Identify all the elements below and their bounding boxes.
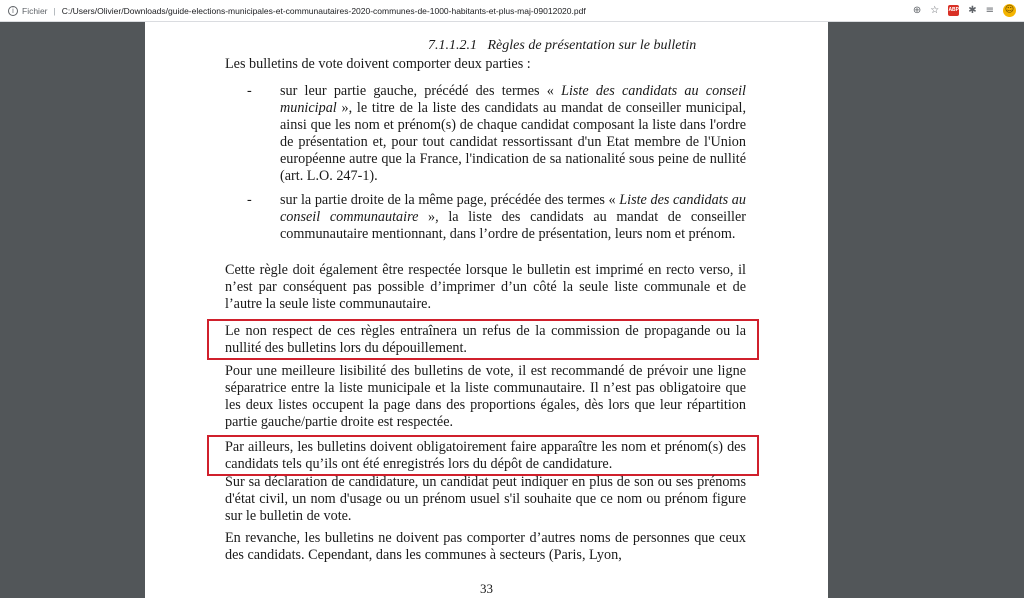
- bullet-item-2: [280, 192, 746, 243]
- bullet-1-rest: », le titre de la liste des candidats au mandat de conseiller municipal, ainsi que les nom et prénom(s) de chaque candidat composant la liste dans l'ordre de présentation et, pour tout candidat ressortissant d'un Etat membre de l'Union européenne autre que la France, l'indication de sa nationalité sous peine de nullité (art. L.O. 247-1).: [280, 100, 746, 184]
- intro-paragraph: Les bulletins de vote doivent comporter deux parties :: [225, 56, 531, 72]
- bullet-1-italic: Liste des candidats au conseil municipal: [280, 83, 746, 116]
- lisibility-paragraph: Pour une meilleure lisibilité des bulletins de vote, il est recommandé de prévoir une ligne séparatrice entre la liste municipale et la liste communautaire. Il n’est pas obligatoire que les deux listes occupent la page dans des proportions égales, dès lors que leur répartition partie gauche/partie droite est respectée.: [225, 363, 746, 430]
- revanche-paragraph: En revanche, les bulletins ne doivent pas comporter d’autres noms de personnes que ceux des candidats. Cependant, dans les communes à secteurs (Paris, Lyon,: [225, 530, 746, 563]
- heading-number: 7.1.1.2.1: [428, 38, 477, 53]
- reading-list-icon[interactable]: ≡: [985, 4, 994, 16]
- star-icon[interactable]: ☆: [930, 4, 940, 16]
- heading-title: Règles de présentation sur le bulletin: [487, 38, 697, 53]
- pdf-page: [145, 22, 828, 598]
- bullet-2-italic: Liste des candidats au conseil communautaire: [280, 192, 746, 225]
- bullet-1-text: sur leur partie gauche, précédé des termes «: [280, 83, 562, 99]
- puzzle-icon[interactable]: ✱: [968, 4, 977, 16]
- rule-paragraph: Cette règle doit également être respectée lorsque le bulletin est imprimé en recto verso, il n’est par conséquent pas possible d’imprimer d’un côté la seule liste communale et de l’autre la seule liste communautaire.: [225, 262, 746, 312]
- zoom-icon[interactable]: ⊕: [912, 4, 922, 16]
- bullet-dash-1: -: [247, 83, 252, 99]
- bullet-2-rest: », la liste des candidats au mandat de conseiller communautaire mentionnant, dans l’ordre de présentation, leurs nom et prénom.: [280, 209, 746, 242]
- url-text[interactable]: C:/Users/Olivier/Downloads/guide-elections-municipales-et-communautaires-2020-communes-de-1000-habitants-et-plus-maj-09012020.pdf: [61, 5, 586, 16]
- bullet-2-text: sur la partie droite de la même page, précédée des termes «: [280, 192, 620, 208]
- section-heading: [428, 37, 808, 54]
- adblock-icon[interactable]: ABP: [948, 5, 959, 16]
- highlighted-paragraph-1: Le non respect de ces règles entraînera un refus de la commission de propagande ou la nullité des bulletins lors du dépouillement.: [225, 323, 746, 356]
- highlighted-paragraph-2: Par ailleurs, les bulletins doivent obligatoirement faire apparaître les nom et prénom(s) des candidats tels qu’ils ont été enregistrés lors du dépôt de candidature.: [225, 439, 746, 472]
- info-icon[interactable]: i: [8, 6, 18, 16]
- bullet-dash-2: -: [247, 192, 252, 208]
- address-bar[interactable]: [0, 0, 1024, 22]
- declaration-paragraph: Sur sa déclaration de candidature, un candidat peut indiquer en plus de son ou ses prénoms d'état civil, un nom d'usage ou un prénom usuel s'il souhaite que ce nom ou prénom figure sur le bulletin de vote.: [225, 474, 746, 524]
- avatar-icon[interactable]: ☺: [1004, 5, 1015, 15]
- url-scheme: Fichier: [22, 5, 48, 16]
- bullet-item-1: [280, 83, 746, 185]
- url-separator: |: [53, 5, 56, 16]
- page-number: 33: [480, 581, 493, 596]
